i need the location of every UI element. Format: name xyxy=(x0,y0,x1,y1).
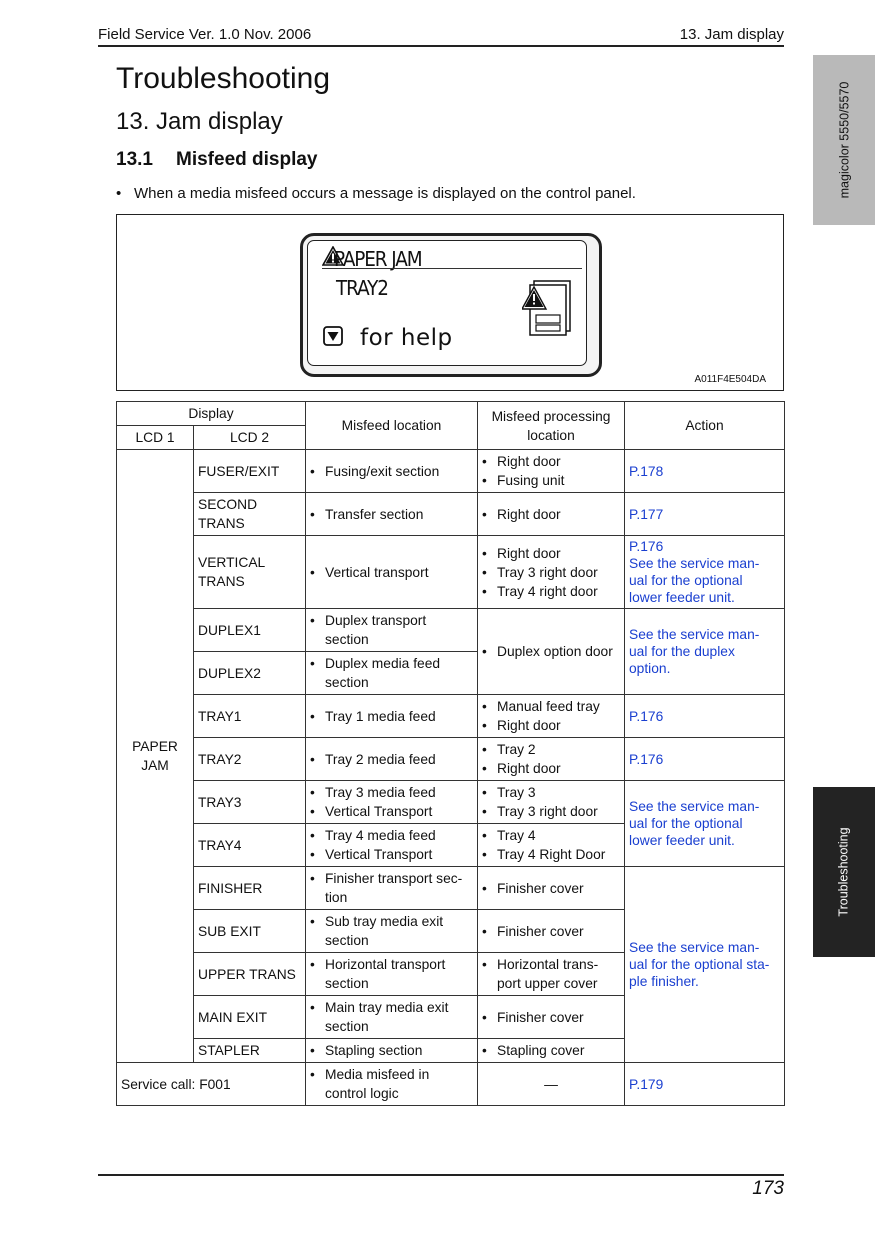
location-cell xyxy=(306,450,478,493)
misfeed-table xyxy=(116,401,785,1106)
action-link[interactable]: See the service man- ual for the optional lower feeder unit. xyxy=(625,781,785,867)
header-rule xyxy=(98,45,784,47)
list-item: • Media misfeed in control logic xyxy=(310,1065,473,1103)
action-link[interactable]: P.179 xyxy=(625,1063,785,1106)
location-cell xyxy=(306,536,478,609)
list-item: • Tray 3 right door xyxy=(482,563,620,582)
list-item: • Fusing/exit section xyxy=(310,462,473,481)
list-item: • Tray 3 media feed xyxy=(310,783,473,802)
lcd2-cell: SUB EXIT xyxy=(194,910,306,953)
action-link[interactable]: P.177 xyxy=(625,493,785,536)
lcd1-paper-jam-label: PAPER JAM xyxy=(132,739,178,773)
processing-cell xyxy=(478,493,625,536)
intro-bullet xyxy=(116,185,636,202)
processing-cell xyxy=(478,781,625,824)
table-row xyxy=(117,695,785,738)
lcd-line-1: PAPER JAM xyxy=(334,247,422,271)
lcd-line-3: for help xyxy=(360,325,453,351)
list-item: • Tray 1 media feed xyxy=(310,707,473,726)
side-tab-model-label: magicolor 5550/5570 xyxy=(837,81,851,199)
page-title: Troubleshooting xyxy=(116,62,331,95)
list-item: • Fusing unit xyxy=(482,471,620,490)
location-cell xyxy=(306,867,478,910)
subsection-title xyxy=(116,149,318,171)
side-tab-chapter-label: Troubleshooting xyxy=(837,827,851,917)
action-link[interactable]: P.176 xyxy=(625,695,785,738)
processing-cell xyxy=(478,609,625,695)
list-item: • Finisher cover xyxy=(482,879,620,898)
list-item: • Tray 4 xyxy=(482,826,620,845)
processing-cell xyxy=(478,738,625,781)
lcd2-cell: DUPLEX2 xyxy=(194,652,306,695)
processing-cell xyxy=(478,1039,625,1063)
table-row xyxy=(117,536,785,609)
side-tab-chapter xyxy=(813,787,875,957)
lcd2-cell: UPPER TRANS xyxy=(194,953,306,996)
header-lcd1: LCD 1 xyxy=(117,426,194,450)
lcd2-label: VERTICAL TRANS xyxy=(198,555,265,589)
service-call-cell: Service call: F001 xyxy=(117,1063,306,1106)
table-row xyxy=(117,493,785,536)
location-cell xyxy=(306,695,478,738)
list-item: • Tray 4 right door xyxy=(482,582,620,601)
lcd-divider xyxy=(322,268,582,269)
lcd2-label: SECOND TRANS xyxy=(198,497,258,531)
location-cell xyxy=(306,609,478,652)
list-item: • Vertical Transport xyxy=(310,845,473,864)
list-item: • Vertical Transport xyxy=(310,802,473,821)
list-item: • Right door xyxy=(482,544,620,563)
running-header-left: Field Service Ver. 1.0 Nov. 2006 xyxy=(98,26,312,43)
processing-cell xyxy=(478,695,625,738)
table-row-service-call xyxy=(117,1063,785,1106)
location-cell xyxy=(306,652,478,695)
lcd-screen xyxy=(307,240,587,366)
subsection-label: Misfeed display xyxy=(176,149,318,170)
processing-cell xyxy=(478,824,625,867)
lcd2-cell: DUPLEX1 xyxy=(194,609,306,652)
list-item: • Vertical transport xyxy=(310,563,473,582)
action-link[interactable]: P.176 See the service man- ual for the optional lower feeder unit. xyxy=(625,536,785,609)
location-cell xyxy=(306,738,478,781)
location-cell xyxy=(306,781,478,824)
lcd2-cell: TRAY2 xyxy=(194,738,306,781)
header-action: Action xyxy=(625,402,785,450)
list-item: • Duplex media feed section xyxy=(310,654,473,692)
footer-rule xyxy=(98,1174,784,1176)
processing-cell xyxy=(478,996,625,1039)
processing-cell xyxy=(478,450,625,493)
location-cell xyxy=(306,1039,478,1063)
bullet-dot: • xyxy=(116,185,122,202)
processing-cell: — xyxy=(478,1063,625,1106)
figure-code: A011F4E504DA xyxy=(694,374,766,385)
section-title: 13. Jam display xyxy=(116,108,283,135)
tray-warning-icon xyxy=(522,277,574,337)
list-item: • Manual feed tray xyxy=(482,697,620,716)
list-item: • Finisher cover xyxy=(482,1008,620,1027)
list-item: • Stapling section xyxy=(310,1041,473,1060)
list-item: • Main tray media exit section xyxy=(310,998,473,1036)
lcd2-cell: TRAY4 xyxy=(194,824,306,867)
list-item: • Transfer section xyxy=(310,505,473,524)
down-arrow-icon xyxy=(323,326,343,346)
list-item: • Finisher transport sec-tion xyxy=(310,869,473,907)
table-row xyxy=(117,738,785,781)
list-item: • Finisher cover xyxy=(482,922,620,941)
location-cell xyxy=(306,996,478,1039)
header-lcd2: LCD 2 xyxy=(194,426,306,450)
list-item: • Tray 2 xyxy=(482,740,620,759)
list-item: • Horizontal trans-port upper cover xyxy=(482,955,620,993)
table-row xyxy=(117,609,785,652)
location-cell xyxy=(306,824,478,867)
location-cell xyxy=(306,493,478,536)
list-item: • Tray 3 right door xyxy=(482,802,620,821)
lcd2-cell: TRAY3 xyxy=(194,781,306,824)
action-link[interactable]: See the service man- ual for the duplex option. xyxy=(625,609,785,695)
control-panel-figure xyxy=(116,214,784,391)
list-item: • Right door xyxy=(482,759,620,778)
processing-cell xyxy=(478,867,625,910)
subsection-number: 13.1 xyxy=(116,149,153,170)
header-processing: Misfeed processing location xyxy=(478,402,625,450)
lcd2-cell: TRAY1 xyxy=(194,695,306,738)
header-display: Display xyxy=(117,402,306,426)
header-location: Misfeed location xyxy=(306,402,478,450)
processing-cell xyxy=(478,536,625,609)
table-row xyxy=(117,450,785,493)
lcd2-cell: FUSER/EXIT xyxy=(194,450,306,493)
list-item: • Tray 3 xyxy=(482,783,620,802)
list-item: • Stapling cover xyxy=(482,1041,620,1060)
page-number: 173 xyxy=(752,1178,784,1199)
processing-cell xyxy=(478,910,625,953)
processing-cell xyxy=(478,953,625,996)
list-item: • Right door xyxy=(482,716,620,735)
lcd-line-2: TRAY2 xyxy=(336,276,388,300)
lcd2-cell xyxy=(194,493,306,536)
list-item: • Right door xyxy=(482,452,620,471)
lcd-bezel xyxy=(300,233,602,377)
action-link[interactable]: P.176 xyxy=(625,738,785,781)
list-item: • Duplex transport section xyxy=(310,611,473,649)
list-item: • Tray 4 media feed xyxy=(310,826,473,845)
list-item: • Duplex option door xyxy=(482,642,620,661)
table-row xyxy=(117,867,785,910)
running-header-right: 13. Jam display xyxy=(679,26,784,43)
list-item: • Tray 4 Right Door xyxy=(482,845,620,864)
table-row xyxy=(117,781,785,824)
list-item: • Sub tray media exit section xyxy=(310,912,473,950)
table-header-row xyxy=(117,402,785,426)
location-cell xyxy=(306,1063,478,1106)
action-link[interactable]: P.178 xyxy=(625,450,785,493)
list-item: • Right door xyxy=(482,505,620,524)
list-item: • Horizontal transport section xyxy=(310,955,473,993)
location-cell xyxy=(306,953,478,996)
lcd2-cell: STAPLER xyxy=(194,1039,306,1063)
lcd2-cell: MAIN EXIT xyxy=(194,996,306,1039)
lcd2-cell: FINISHER xyxy=(194,867,306,910)
list-item: • Tray 2 media feed xyxy=(310,750,473,769)
lcd2-cell xyxy=(194,536,306,609)
intro-text: When a media misfeed occurs a message is displayed on the control panel. xyxy=(134,185,636,202)
side-tab-model xyxy=(813,55,875,225)
action-link[interactable]: See the service man- ual for the optional sta- ple finisher. xyxy=(625,867,785,1063)
location-cell xyxy=(306,910,478,953)
lcd1-paper-jam xyxy=(117,450,194,1063)
